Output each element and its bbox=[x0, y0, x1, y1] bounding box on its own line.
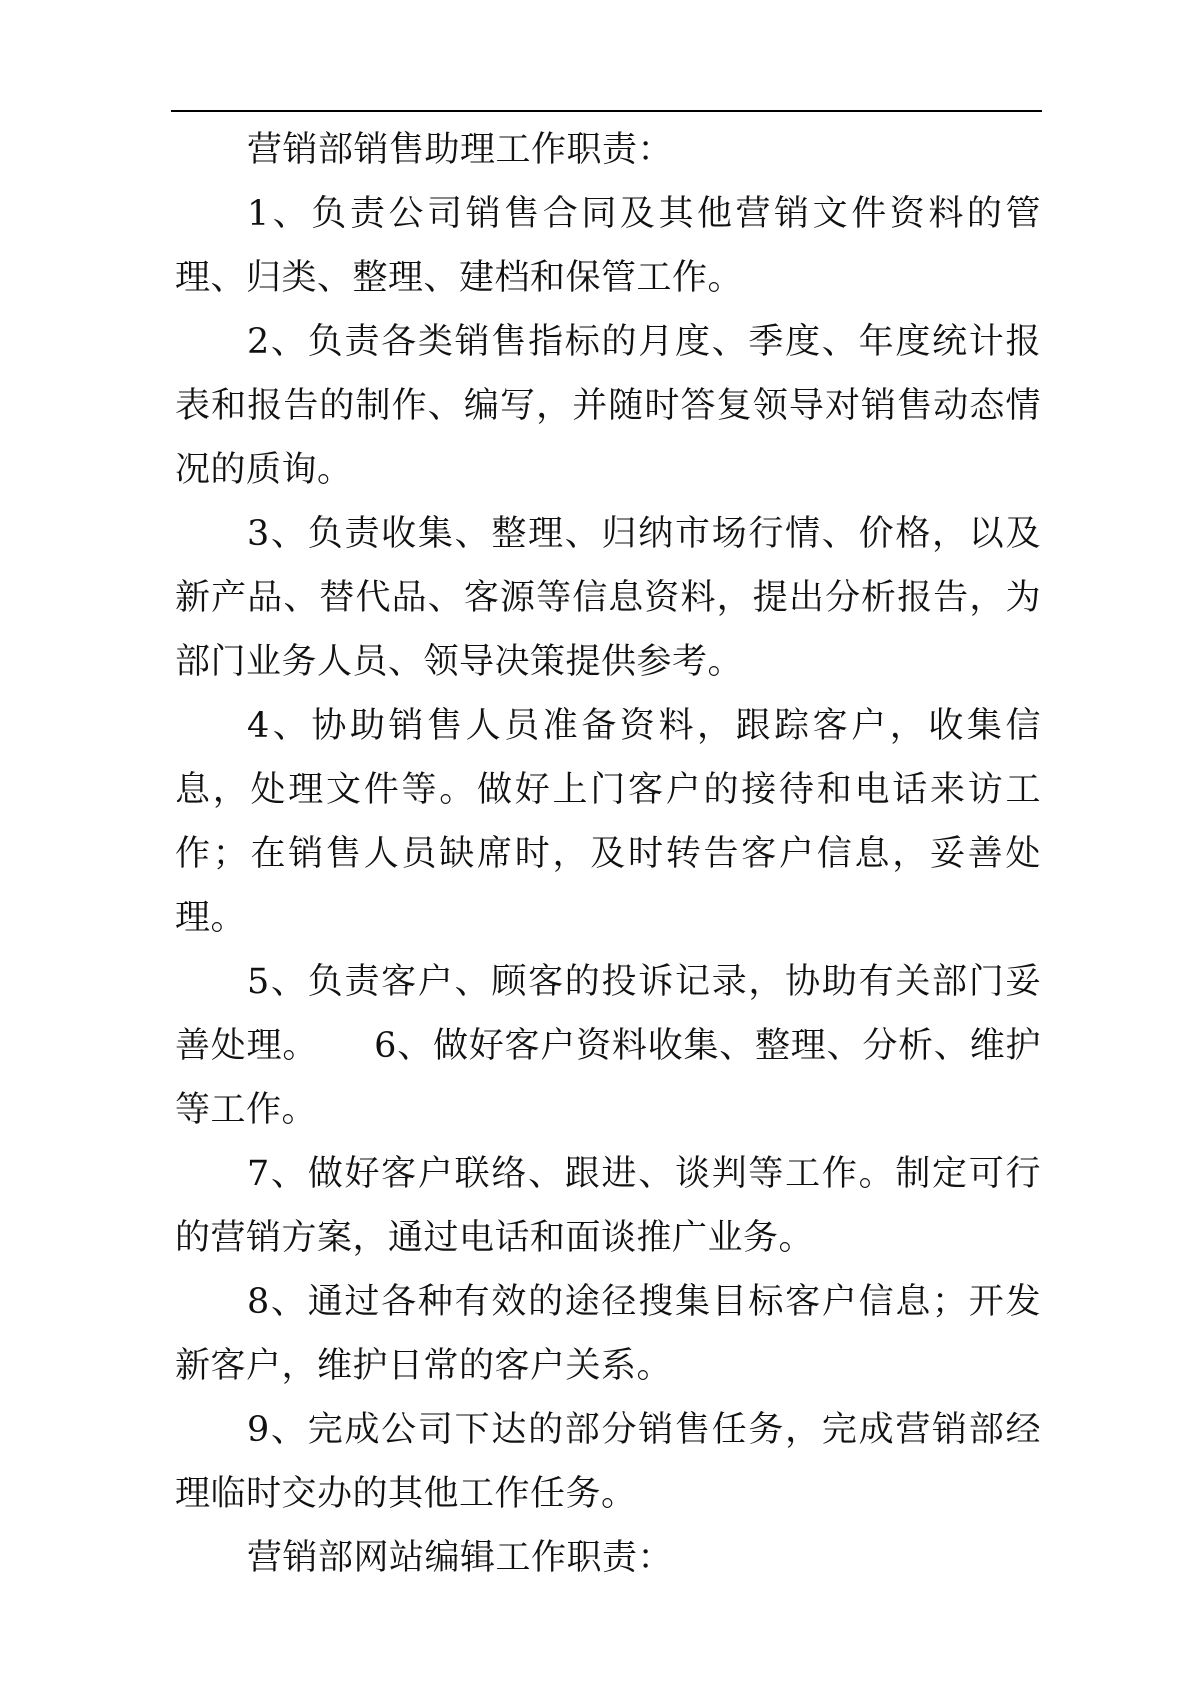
duty-item-4: 4、协助销售人员准备资料，跟踪客户，收集信息，处理文件等。做好上门客户的接待和电话来访工作；在销售人员缺席时，及时转告客户信息，妥善处理。 bbox=[175, 706, 1041, 938]
duty-item-1: 1、负责公司销售合同及其他营销文件资料的管理、归类、整理、建档和保管工作。 bbox=[175, 194, 1041, 298]
duty-item-8: 8、通过各种有效的途径搜集目标客户信息；开发新客户，维护日常的客户关系。 bbox=[175, 1282, 1041, 1386]
section-title-web-editor: 营销部网站编辑工作职责： bbox=[247, 1538, 674, 1578]
duty-item-9: 9、完成公司下达的部分销售任务，完成营销部经理临时交办的其他工作任务。 bbox=[175, 1410, 1041, 1514]
header-rule bbox=[171, 110, 1042, 112]
duty-item-6: 6、做好客户资料收集、整理、分析、维护等工作。 bbox=[175, 1026, 1041, 1130]
duty-item-2: 2、负责各类销售指标的月度、季度、年度统计报表和报告的制作、编写，并随时答复领导对销售动态情况的质询。 bbox=[175, 322, 1041, 490]
duty-item-5-6 bbox=[175, 950, 1041, 1142]
section-title-sales-assistant: 营销部销售助理工作职责： bbox=[247, 130, 674, 170]
document-body bbox=[175, 118, 1041, 1590]
duty-item-7: 7、做好客户联络、跟进、谈判等工作。制定可行的营销方案，通过电话和面谈推广业务。 bbox=[175, 1154, 1041, 1258]
duty-item-5: 5、负责客户、顾客的投诉记录，协助有关部门妥善处理。 bbox=[175, 962, 1041, 1066]
duty-item-3: 3、负责收集、整理、归纳市场行情、价格，以及新产品、替代品、客源等信息资料，提出分析报告，为部门业务人员、领导决策提供参考。 bbox=[175, 514, 1041, 682]
